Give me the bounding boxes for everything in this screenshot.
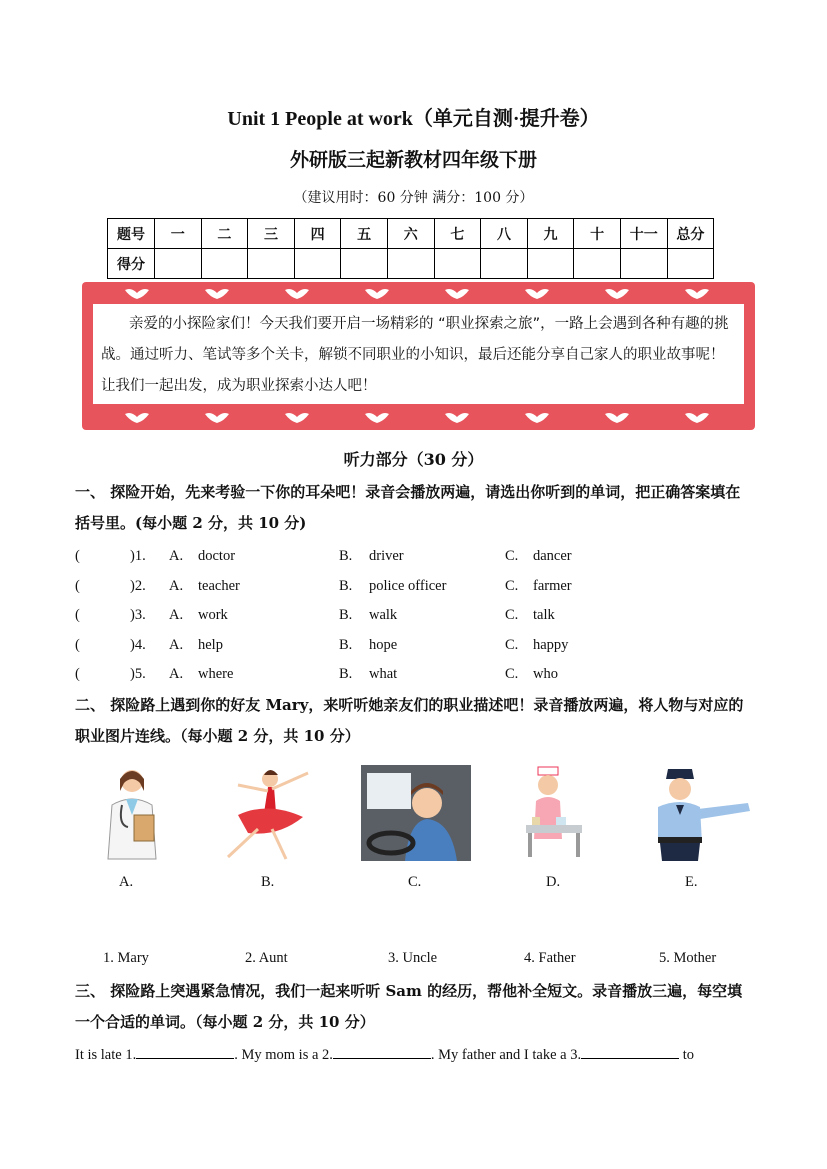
- table-cell: 总分: [667, 219, 714, 249]
- heart-icon: [524, 288, 550, 300]
- question-number: )3.: [130, 607, 146, 623]
- heart-icon: [604, 412, 630, 424]
- option-a: help: [198, 637, 223, 653]
- option-b: walk: [369, 607, 398, 623]
- heart-icon: [444, 288, 470, 300]
- option-a-letter: A.: [169, 578, 184, 594]
- question-row: [75, 637, 755, 659]
- question-row: [75, 666, 755, 688]
- intro-text: 亲爱的小探险家们！今天我们要开启一场精彩的 “职业探索之旅”，一路上会遇到各种有趣的挑战。通过听力、笔试等多个关卡，解锁不同职业的小知识，最后还能分享自己家人的职业故事呢！让我们一起出发，成为职业探索小达人吧！: [101, 316, 729, 394]
- option-a: work: [198, 607, 228, 623]
- score-cell[interactable]: [620, 249, 667, 279]
- option-c-letter: C.: [505, 637, 519, 653]
- police-officer-picture: [640, 765, 752, 861]
- table-cell: 八: [481, 219, 528, 249]
- picture-label: E.: [685, 874, 698, 890]
- intro-box: [93, 304, 744, 404]
- score-cell[interactable]: [155, 249, 202, 279]
- table-cell: 四: [294, 219, 341, 249]
- doctor-picture: [100, 765, 164, 861]
- passage-text: It is late 1.: [75, 1047, 137, 1063]
- option-b-letter: B.: [339, 607, 353, 623]
- heart-icon: [604, 288, 630, 300]
- table-cell: 十: [574, 219, 621, 249]
- table-cell: 题号: [108, 219, 155, 249]
- picture-label: C.: [408, 874, 422, 890]
- question-row: [75, 578, 755, 600]
- option-b-letter: B.: [339, 637, 353, 653]
- option-b: police officer: [369, 578, 447, 594]
- question-1-heading: 一、 探险开始，先来考验一下你的耳朵吧！录音会播放两遍，请选出你听到的单词，把正确答案填在括号里。(每小题 2 分，共 10 分): [75, 483, 741, 532]
- question-number: )5.: [130, 666, 146, 682]
- heart-icon: [284, 412, 310, 424]
- option-a-letter: A.: [169, 637, 184, 653]
- score-cell[interactable]: [574, 249, 621, 279]
- person-label: 5. Mother: [659, 950, 717, 966]
- driver-picture: [361, 765, 471, 861]
- score-cell[interactable]: [434, 249, 481, 279]
- person-label: 4. Father: [524, 950, 576, 966]
- option-c-letter: C.: [505, 607, 519, 623]
- listening-section-title: 听力部分（30 分）: [343, 450, 484, 469]
- score-cell[interactable]: [481, 249, 528, 279]
- question-row: [75, 548, 755, 570]
- table-cell: 一: [155, 219, 202, 249]
- option-a: teacher: [198, 578, 240, 594]
- intro-banner: [82, 282, 755, 430]
- option-b: driver: [369, 548, 404, 564]
- table-cell: 六: [387, 219, 434, 249]
- option-c-letter: C.: [505, 548, 519, 564]
- score-cell[interactable]: [294, 249, 341, 279]
- heart-icon: [444, 412, 470, 424]
- answer-paren[interactable]: (: [75, 578, 80, 594]
- heart-icon: [684, 412, 710, 424]
- answer-blank-3[interactable]: [581, 1044, 679, 1059]
- nurse-picture: [516, 765, 588, 861]
- question-number: )1.: [130, 548, 146, 564]
- option-a-letter: A.: [169, 548, 184, 564]
- picture-label: D.: [546, 874, 561, 890]
- person-label: 1. Mary: [103, 950, 149, 966]
- option-c-letter: C.: [505, 578, 519, 594]
- table-cell: 五: [341, 219, 388, 249]
- page-subtitle: 外研版三起新教材四年级下册: [289, 149, 537, 171]
- option-c-letter: C.: [505, 666, 519, 682]
- question-row: [75, 607, 755, 629]
- option-b-letter: B.: [339, 666, 353, 682]
- picture-label: A.: [119, 874, 134, 890]
- heart-icon: [684, 288, 710, 300]
- answer-paren[interactable]: (: [75, 607, 80, 623]
- person-label: 2. Aunt: [245, 950, 288, 966]
- score-table-score-row: [108, 249, 714, 279]
- score-cell[interactable]: [201, 249, 248, 279]
- passage-text: to: [679, 1047, 694, 1063]
- option-a-letter: A.: [169, 666, 184, 682]
- page-title: Unit 1 People at work（单元自测·提升卷）: [227, 108, 600, 130]
- option-a: where: [198, 666, 234, 682]
- answer-paren[interactable]: (: [75, 548, 80, 564]
- option-c: happy: [533, 637, 569, 653]
- option-c: who: [533, 666, 558, 682]
- heart-icon: [124, 412, 150, 424]
- option-c: dancer: [533, 548, 572, 564]
- option-b-letter: B.: [339, 548, 353, 564]
- table-cell: 七: [434, 219, 481, 249]
- option-b-letter: B.: [339, 578, 353, 594]
- score-cell[interactable]: [527, 249, 574, 279]
- option-c: farmer: [533, 578, 572, 594]
- answer-blank-1[interactable]: [136, 1044, 234, 1059]
- heart-icon: [284, 288, 310, 300]
- score-cell[interactable]: [248, 249, 295, 279]
- option-a: doctor: [198, 548, 236, 564]
- fill-in-passage: [75, 1044, 775, 1064]
- answer-blank-2[interactable]: [333, 1044, 431, 1059]
- passage-text: . My father and I take a 3.: [430, 1047, 582, 1063]
- option-b: what: [369, 666, 398, 682]
- question-3-heading: 三、 探险路上突遇紧急情况，我们一起来听听 Sam 的经历，帮他补全短文。录音播放三遍，每空填一个合适的单词。（每小题 2 分，共 10 分）: [75, 982, 743, 1031]
- heart-icon: [124, 288, 150, 300]
- table-cell: 得分: [108, 249, 155, 279]
- score-cell[interactable]: [387, 249, 434, 279]
- option-b: hope: [369, 637, 398, 653]
- score-table-header-row: [108, 219, 714, 249]
- heart-icon: [364, 288, 390, 300]
- heart-icon: [364, 412, 390, 424]
- answer-paren[interactable]: (: [75, 666, 80, 682]
- question-2-heading: 二、 探险路上遇到你的好友 Mary，来听听她亲友们的职业描述吧！录音播放两遍，将人物与对应的职业图片连线。（每小题 2 分，共 10 分）: [75, 696, 744, 745]
- option-c: talk: [533, 607, 555, 623]
- question-number: )4.: [130, 637, 146, 653]
- question-number: )2.: [130, 578, 146, 594]
- passage-text: . My mom is a 2.: [234, 1047, 333, 1063]
- picture-label: B.: [261, 874, 275, 890]
- option-a-letter: A.: [169, 607, 184, 623]
- heart-icon: [204, 412, 230, 424]
- score-table: [107, 218, 714, 279]
- heart-icon: [204, 288, 230, 300]
- dancer-picture: [208, 765, 318, 861]
- person-label: 3. Uncle: [388, 950, 438, 966]
- time-info: （建议用时：60 分钟 满分：100 分）: [293, 190, 534, 206]
- score-cell[interactable]: [341, 249, 388, 279]
- table-cell: 十一: [620, 219, 667, 249]
- table-cell: 三: [248, 219, 295, 249]
- heart-icon: [524, 412, 550, 424]
- table-cell: 二: [201, 219, 248, 249]
- answer-paren[interactable]: (: [75, 637, 80, 653]
- table-cell: 九: [527, 219, 574, 249]
- score-cell[interactable]: [667, 249, 714, 279]
